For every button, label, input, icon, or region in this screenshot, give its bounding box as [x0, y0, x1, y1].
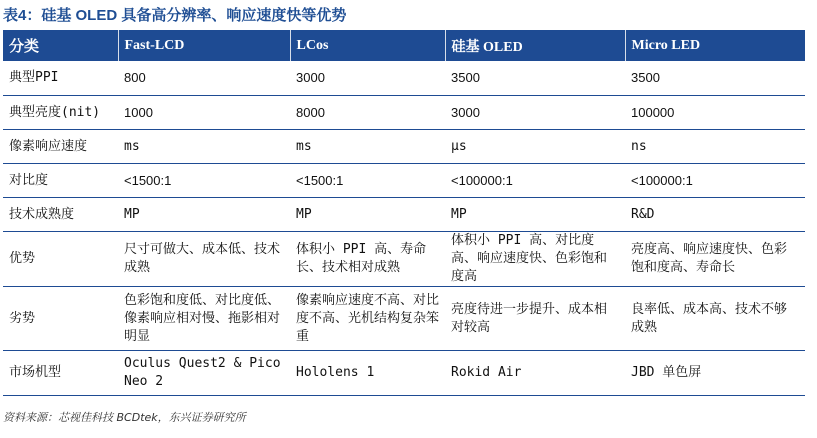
table-cell: 3000 — [290, 61, 445, 96]
table-cell: <100000:1 — [625, 164, 805, 198]
table-cell: Oculus Quest2 & Pico Neo 2 — [118, 351, 290, 396]
row-label: 对比度 — [3, 164, 118, 198]
table-cell: 亮度待进一步提升、成本相对较高 — [445, 287, 625, 351]
row-label: 典型PPI — [3, 61, 118, 96]
table-cell: 体积小 PPI 高、对比度高、响应速度快、色彩饱和度高 — [445, 232, 625, 287]
table-cell: 亮度高、响应速度快、色彩饱和度高、寿命长 — [625, 232, 805, 287]
table-cell: 100000 — [625, 96, 805, 130]
row-label: 劣势 — [3, 287, 118, 351]
table-cell: 8000 — [290, 96, 445, 130]
table-cell: ns — [625, 130, 805, 164]
table-cell: MP — [290, 198, 445, 232]
row-label: 像素响应速度 — [3, 130, 118, 164]
table-cell: ms — [290, 130, 445, 164]
header-fast-lcd: Fast-LCD — [118, 30, 290, 61]
table-row — [3, 287, 805, 351]
table-cell: <1500:1 — [290, 164, 445, 198]
table-cell: 体积小 PPI 高、寿命长、技术相对成熟 — [290, 232, 445, 287]
table-cell: Rokid Air — [445, 351, 625, 396]
table-cell: 像素响应速度不高、对比度不高、光机结构复杂笨重 — [290, 287, 445, 351]
table-row — [3, 351, 805, 396]
header-silicon-oled: 硅基 OLED — [445, 30, 625, 61]
row-label: 技术成熟度 — [3, 198, 118, 232]
table-cell: 尺寸可做大、成本低、技术成熟 — [118, 232, 290, 287]
table-cell: 3500 — [625, 61, 805, 96]
table-row — [3, 130, 805, 164]
source-note: 资料来源：芯视佳科技 BCDtek，东兴证券研究所 — [3, 411, 246, 424]
table-cell: MP — [445, 198, 625, 232]
header-micro-led: Micro LED — [625, 30, 805, 61]
row-label: 典型亮度(nit) — [3, 96, 118, 130]
table-row — [3, 232, 805, 287]
row-label: 优势 — [3, 232, 118, 287]
table-cell: R&D — [625, 198, 805, 232]
table-cell: MP — [118, 198, 290, 232]
table-title: 表4：硅基 OLED 具备高分辨率、响应速度快等优势 — [3, 7, 347, 24]
table-cell: ms — [118, 130, 290, 164]
table-cell: μs — [445, 130, 625, 164]
table-cell: <1500:1 — [118, 164, 290, 198]
table-cell: JBD 单色屏 — [625, 351, 805, 396]
header-category: 分类 — [3, 30, 118, 61]
table-header-row — [3, 30, 805, 61]
table-row — [3, 61, 805, 96]
comparison-table — [3, 30, 805, 396]
row-label: 市场机型 — [3, 351, 118, 396]
table-cell: 3000 — [445, 96, 625, 130]
header-lcos: LCos — [290, 30, 445, 61]
table-cell: 良率低、成本高、技术不够成熟 — [625, 287, 805, 351]
table-row — [3, 164, 805, 198]
table-cell: 800 — [118, 61, 290, 96]
table-cell: Hololens 1 — [290, 351, 445, 396]
table-row — [3, 198, 805, 232]
table-cell: <100000:1 — [445, 164, 625, 198]
table-cell: 3500 — [445, 61, 625, 96]
table-cell: 色彩饱和度低、对比度低、像素响应相对慢、拖影相对明显 — [118, 287, 290, 351]
table-row — [3, 96, 805, 130]
table-cell: 1000 — [118, 96, 290, 130]
